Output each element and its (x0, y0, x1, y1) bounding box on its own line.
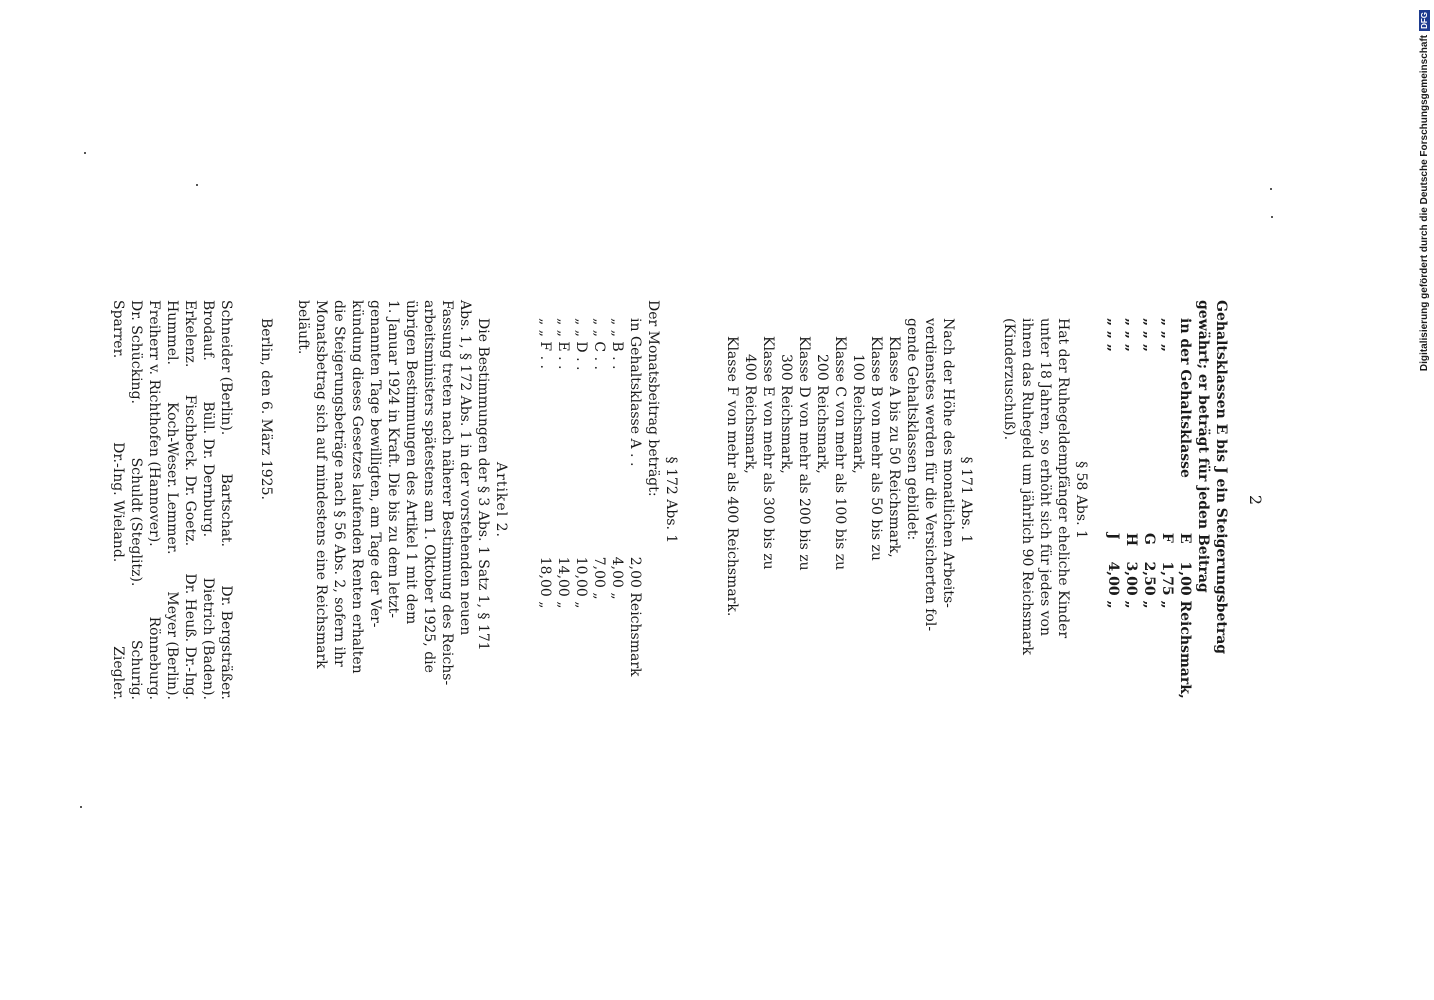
text-line: 1. Januar 1924 in Kraft. Die bis zu dem letzt- (385, 300, 401, 618)
section-intro: Der Monatsbeitrag beträgt: (645, 300, 661, 497)
signature-name: Brodauf. (200, 300, 216, 361)
signature-name: Koch-Weser. Lemmer. (164, 402, 180, 555)
signature-name: Freiherr v. Richthofen (Hannover). (146, 300, 162, 547)
text-line: unter 18 Jahren, so erhöht sich für jedes von (1037, 318, 1053, 636)
rate-class: F (1159, 532, 1175, 543)
place-date: Berlin, den 6. März 1925. (258, 318, 274, 500)
class-item (813, 336, 849, 700)
signatures (109, 300, 235, 700)
article-2 (294, 300, 510, 700)
text-line: die Steigerungsbeträge nach § 56 Abs. 2, sofern ihr (331, 300, 347, 667)
signature-name: Büll. Dr. Dernburg. (200, 401, 216, 538)
text-line: übrigen Bestimmungen des Artikel 1 mit dem (403, 300, 419, 625)
scan-speck (1270, 188, 1272, 190)
signature-row (217, 300, 235, 700)
class-line: Klasse B von mehr als 50 bis zu (868, 336, 884, 561)
rate-class: J (1105, 532, 1121, 540)
rate-row (1158, 300, 1176, 700)
signature-name: Dr. Schücking. (128, 300, 144, 404)
contribution-amount: 14,00 „ (555, 556, 571, 609)
signature-row (181, 300, 199, 700)
contribution-label: „ „ B . . (609, 318, 625, 370)
document-page (100, 300, 1270, 700)
intro-line: gewährt; er beträgt für jeden Beitrag (1195, 300, 1211, 593)
rate-amount: 1,75 „ (1159, 561, 1175, 609)
signature-name: Schurig. (128, 639, 144, 700)
rate-label: in der Gehaltsklasse (1177, 318, 1193, 478)
rate-row (1176, 300, 1194, 700)
signature-name: Schneider (Berlin). (218, 300, 234, 436)
section-172 (536, 300, 680, 700)
text-line: arbeitsministers spätestens am 1. Oktober 1925, die (421, 300, 437, 673)
contribution-row (608, 318, 626, 700)
text-line: Die Bestimmungen der § 3 Abs. 1 Satz 1, § 171 (475, 318, 491, 651)
text-line: (Kinderzuschuß). (1001, 318, 1017, 441)
intro-section (1104, 300, 1230, 700)
rate-label: „ „ „ (1123, 318, 1139, 352)
signature-row (127, 300, 145, 700)
section-heading: § 171 Abs. 1 (958, 456, 974, 544)
contribution-label: „ „ C . . (591, 318, 607, 370)
page-number: 2 (1246, 494, 1265, 506)
text-line: Fassung treten nach näherer Bestimmung des Reichs- (439, 300, 455, 686)
section-heading: § 172 Abs. 1 (663, 456, 679, 544)
contribution-amount: 4,00 „ (609, 556, 625, 600)
section-heading: § 58 Abs. 1 (1073, 461, 1089, 539)
text-line: Monatsbetrag sich auf mindestens eine Reichsmark (313, 300, 329, 669)
class-item (723, 336, 741, 700)
contribution-label: „ „ F . . (537, 318, 553, 369)
rate-row (1104, 300, 1122, 700)
signature-name: Rönneburg. (146, 616, 162, 700)
contribution-amount: 2,00 Reichsmark (627, 556, 643, 677)
contribution-amount: 18,00 „ (537, 556, 553, 609)
text-line: kündung dieses Gesetzes laufenden Renten erhalten (349, 300, 365, 674)
text-line: ihnen das Ruhegeld um jährlich 90 Reichsmark (1019, 318, 1035, 656)
rate-label: „ „ „ (1141, 318, 1157, 352)
class-item (885, 336, 903, 700)
signature-name: Sparrer. (110, 300, 126, 359)
signature-name: Hummel. (164, 300, 180, 365)
class-line: Klasse A bis zu 50 Reichsmark, (886, 336, 902, 558)
class-item (741, 336, 777, 700)
signature-name: Dietrich (Baden). (200, 577, 216, 700)
side-credit (1415, 10, 1433, 410)
text-line: genannten Tage bewilligten, am Tage der Ver- (367, 300, 383, 628)
rate-label: „ „ „ (1159, 318, 1175, 352)
rate-amount: 1,00 Reichsmark, (1177, 561, 1193, 699)
scan-speck (196, 184, 198, 186)
scan-speck (84, 152, 86, 154)
text-line: beläuft. (295, 300, 311, 355)
contribution-row (626, 318, 644, 700)
contribution-label: „ „ D . . (573, 318, 589, 371)
contribution-label: in Gehaltsklasse A . . (627, 318, 643, 467)
signature-name: Dr.-Ing. Wieland. (110, 442, 126, 563)
contribution-row (572, 318, 590, 700)
place-date-block (257, 300, 275, 700)
section-171 (723, 300, 975, 700)
class-line: Klasse E von mehr als 300 bis zu (760, 336, 776, 570)
signature-name: Ziegler. (110, 646, 126, 700)
rate-class: H (1123, 532, 1139, 547)
rate-row (1122, 300, 1140, 700)
class-line: 100 Reichsmark, (850, 354, 866, 474)
contribution-label: „ „ E . . (555, 318, 571, 370)
signature-name: Meyer (Berlin). (164, 591, 180, 700)
class-item (777, 336, 813, 700)
intro-line: Gehaltsklassen E bis J ein Steigerungsbetrag (1213, 300, 1229, 655)
class-line: 300 Reichsmark, (778, 354, 794, 474)
signature-name: Erkelenz. (182, 300, 198, 368)
signature-name: Bartschat. (218, 473, 234, 548)
signature-row (145, 300, 163, 700)
signature-row (199, 300, 217, 700)
signature-row (109, 300, 127, 700)
rate-amount: 3,00 „ (1123, 561, 1139, 609)
credit-text: Digitalisierung gefördert durch die Deutsche Forschungsgemeinschaft (1418, 34, 1430, 372)
rate-class: G (1141, 532, 1157, 545)
class-line: Klasse D von mehr als 200 bis zu (796, 336, 812, 571)
signature-name: Fischbeck. Dr. Goetz. (182, 394, 198, 547)
rate-amount: 4,00 „ (1105, 561, 1121, 609)
class-line: Klasse C von mehr als 100 bis zu (832, 336, 848, 571)
article-heading: Artikel 2. (493, 462, 509, 538)
class-item (849, 336, 885, 700)
class-line: 200 Reichsmark, (814, 354, 830, 474)
rate-row (1140, 300, 1158, 700)
rate-amount: 2,50 „ (1141, 561, 1157, 609)
contribution-row (590, 318, 608, 700)
section-58 (1000, 300, 1090, 700)
text-line: Nach der Höhe des monatlichen Arbeits- (940, 318, 956, 608)
signature-row (163, 300, 181, 700)
contribution-row (536, 318, 554, 700)
class-line: 400 Reichsmark, (742, 354, 758, 474)
class-line: Klasse F von mehr als 400 Reichsmark. (724, 336, 740, 617)
contribution-amount: 7,00 „ (591, 556, 607, 600)
text-line: verdienstes werden für die Versicherten fol- (922, 318, 938, 632)
dfg-logo: DFG (1419, 12, 1429, 29)
text-line: Abs. 1, § 172 Abs. 1 in der vorstehenden neuen (457, 300, 473, 636)
text-line: Hat der Ruhegeldempfänger eheliche Kinder (1055, 318, 1071, 639)
scan-speck (1271, 216, 1273, 218)
rate-class: E (1177, 532, 1193, 544)
rate-label: „ „ „ (1105, 318, 1121, 352)
signature-name: Dr. Heuß. Dr.-Ing. (182, 573, 198, 700)
text-line: gende Gehaltsklassen gebildet: (904, 318, 920, 541)
contribution-row (554, 318, 572, 700)
scan-speck (80, 806, 82, 808)
signature-name: Schuldt (Steglitz). (128, 457, 144, 587)
contribution-amount: 10,00 „ (573, 556, 589, 609)
signature-name: Dr. Bergsträßer. (218, 585, 234, 700)
